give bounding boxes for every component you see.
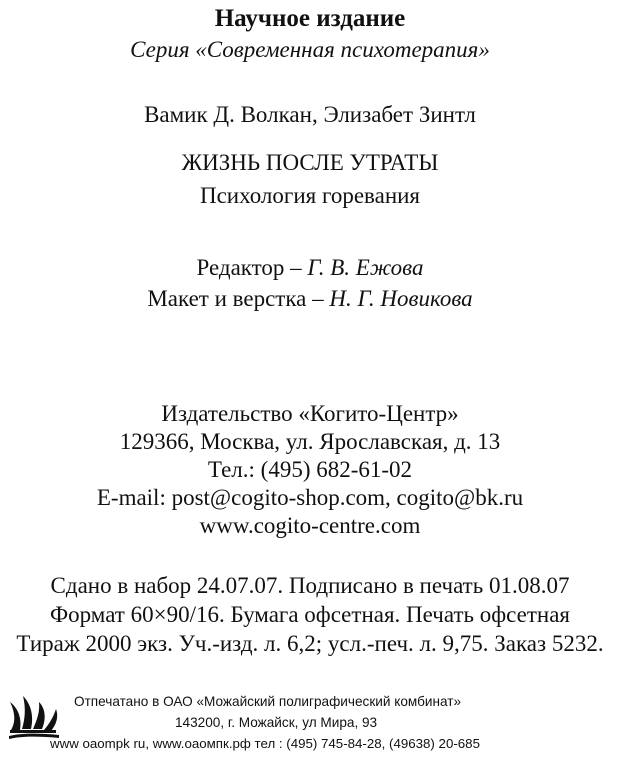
book-title: ЖИЗНЬ ПОСЛЕ УТРАТЫ [181, 150, 439, 175]
printer-contacts: www oaompk ru, www.оаомпк.рф тел : (495) 745-84-28, (49638) 20-685 [50, 736, 480, 751]
publisher-email: E-mail: post@cogito-shop.com, cogito@bk.ru [96, 485, 524, 510]
edition-type: Научное издание [214, 5, 406, 32]
layout-label: Макет и верстка – [147, 286, 330, 311]
layout-credit [0, 287, 620, 310]
printer-imprint [0, 690, 620, 760]
printer-address: 143200, г. Можайск, ул Мира, 93 [175, 715, 378, 730]
publisher-website: www.cogito-centre.com [199, 513, 421, 538]
editor-label: Редактор – [196, 255, 308, 280]
layout-name: Н. Г. Новикова [329, 286, 473, 311]
printer-crown-logo-icon [6, 694, 62, 740]
publisher-phone: Тел.: (495) 682-61-02 [207, 457, 413, 482]
editor-name: Г. В. Ежова [307, 255, 424, 280]
production-format: Формат 60×90/16. Бумага офсетная. Печать офсетная [49, 602, 571, 627]
editor-credit [0, 256, 620, 279]
publisher-address: 129366, Москва, ул. Ярославская, д. 13 [119, 429, 501, 454]
book-subtitle: Психология горевания [199, 183, 421, 208]
production-dates: Сдано в набор 24.07.07. Подписано в печать 01.08.07 [50, 573, 570, 598]
series-title: Серия «Современная психотерапия» [130, 37, 490, 62]
book-authors: Вамик Д. Волкан, Элизабет Зинтл [144, 102, 476, 127]
printer-name: Отпечатано в ОАО «Можайский полиграфический комбинат» [74, 694, 462, 709]
publisher-name: Издательство «Когито-Центр» [161, 401, 459, 426]
production-run: Тираж 2000 экз. Уч.-изд. л. 6,2; усл.-печ. л. 9,75. Заказ 5232. [16, 631, 604, 656]
